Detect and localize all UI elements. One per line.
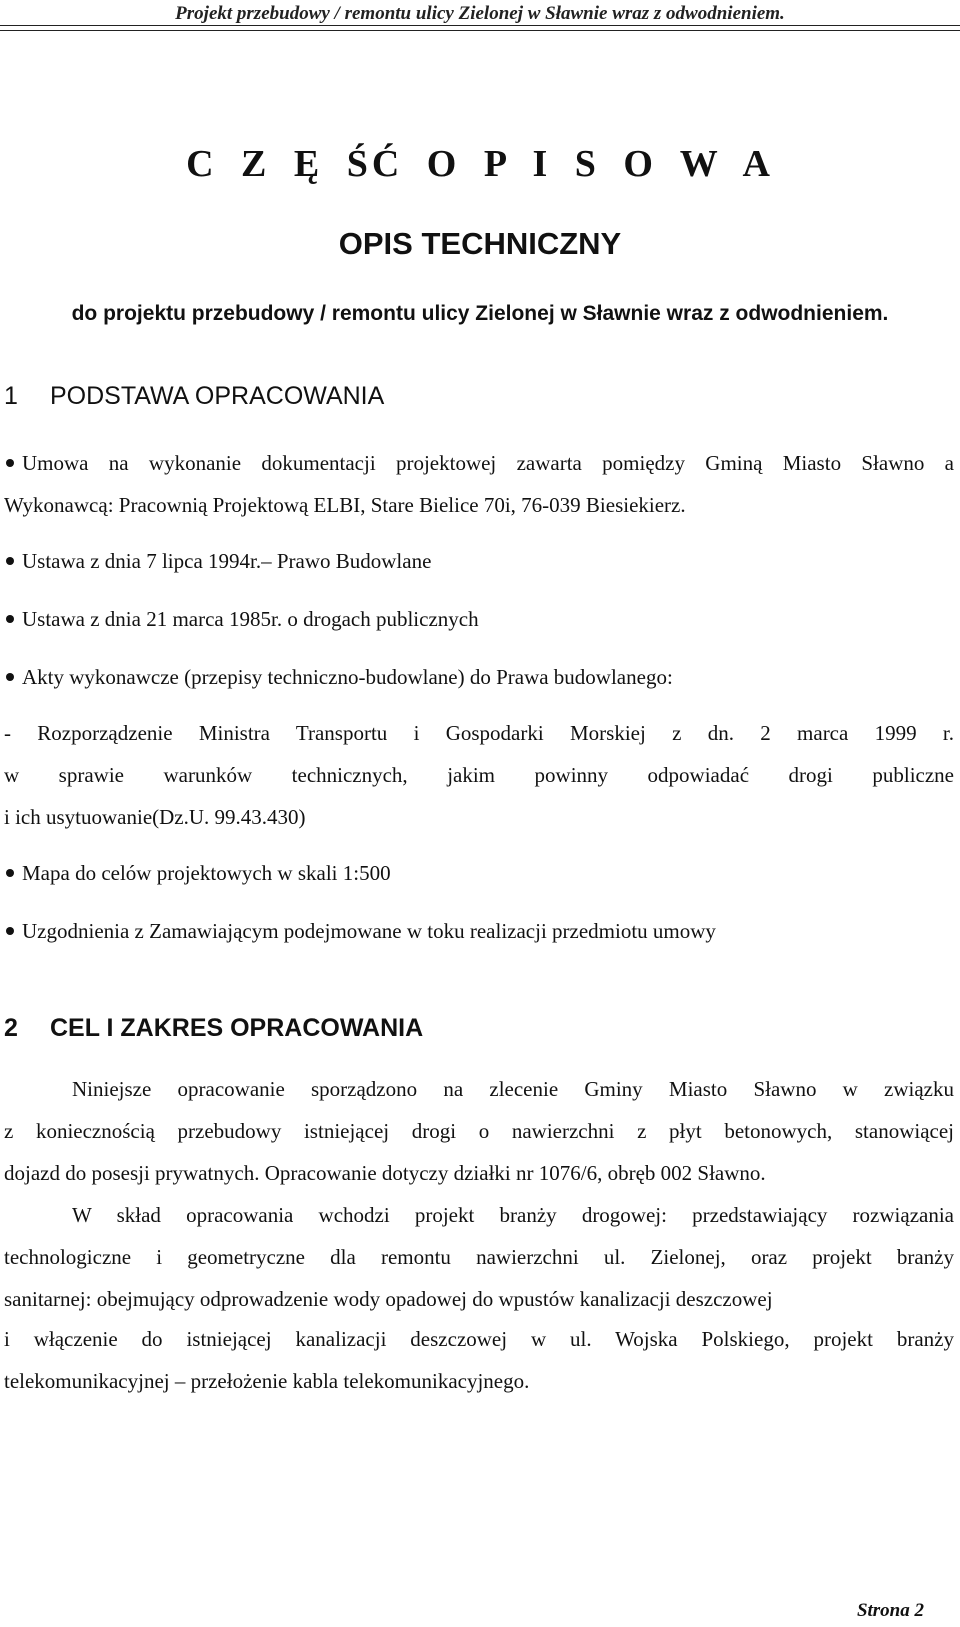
bullet-icon — [6, 459, 14, 467]
section-1-title: PODSTAWA OPRACOWANIA — [50, 382, 385, 410]
section-2-heading — [4, 1014, 423, 1043]
paragraph-1-line1: Niniejsze opracowanie sporządzono na zlecenie Gminy Miasto Sławno w związku — [72, 1077, 954, 1101]
section-2-title: CEL I ZAKRES OPRACOWANIA — [50, 1014, 424, 1042]
paragraph-2-line5: telekomunikacyjnej – przełożenie kabla telekomunikacyjnego. — [4, 1369, 530, 1393]
bullet-icon — [6, 615, 14, 623]
section-1-number: 1 — [4, 382, 18, 410]
bullet-item-building-law: Ustawa z dnia 7 lipca 1994r.– Prawo Budowlane — [4, 548, 954, 575]
bullet-item-agreements: Uzgodnienia z Zamawiającym podejmowane w toku realizacji przedmiotu umowy — [4, 918, 954, 945]
section-1-heading — [4, 382, 384, 411]
bullet-icon — [6, 927, 14, 935]
paragraph-1-line2: z koniecznością przebudowy istniejącej drogi o nawierzchni z płyt betonowych, stanowiącej — [4, 1119, 954, 1143]
regulation-line1: - Rozporządzenie Ministra Transportu i Gospodarki Morskiej z dn. 2 marca 1999 r. — [4, 721, 954, 745]
paragraph-2-line2: technologiczne i geometryczne dla remontu nawierzchni ul. Zielonej, oraz projekt branży — [4, 1245, 954, 1269]
document-scope: do projektu przebudowy / remontu ulicy Zielonej w Sławnie wraz z odwodnieniem. — [71, 302, 889, 325]
running-header — [0, 0, 960, 36]
bullet-icon — [6, 869, 14, 877]
bullet-item-contract-line1: Umowa na wykonanie dokumentacji projektowej zawarta pomiędzy Gminą Miasto Sławno a — [4, 450, 954, 477]
paragraph-2-line3: sanitarnej: obejmujący odprowadzenie wody opadowej do wpustów kanalizacji deszczowej — [4, 1287, 773, 1311]
paragraph-2-line1: W skład opracowania wchodzi projekt branży drogowej: przedstawiający rozwiązania — [72, 1203, 954, 1227]
bullet-icon — [6, 673, 14, 681]
paragraph-1-line3: dojazd do posesji prywatnych. Opracowanie dotyczy działki nr 1076/6, obręb 002 Sławno. — [4, 1161, 766, 1185]
bullet-icon — [6, 557, 14, 565]
document-title: C Z Ę ŚĆ O P I S O W A — [186, 143, 774, 185]
regulation-line2: w sprawie warunków technicznych, jakim powinny odpowiadać drogi publiczne — [4, 763, 954, 787]
document-subtitle: OPIS TECHNICZNY — [338, 226, 622, 261]
header-rule — [0, 25, 960, 31]
paragraph-2-line4: i włączenie do istniejącej kanalizacji deszczowej w ul. Wojska Polskiego, projekt branży — [4, 1327, 954, 1351]
bullet-item-contract-line2: Wykonawcą: Pracownią Projektową ELBI, Stare Bielice 70i, 76-039 Biesiekierz. — [4, 493, 686, 517]
regulation-line3: i ich usytuowanie(Dz.U. 99.43.430) — [4, 805, 306, 829]
section-2-number: 2 — [4, 1014, 18, 1042]
page-number: Strona 2 — [856, 1600, 924, 1621]
bullet-item-executive-acts: Akty wykonawcze (przepisy techniczno-budowlane) do Prawa budowlanego: — [4, 664, 954, 691]
bullet-item-roads-law: Ustawa z dnia 21 marca 1985r. o drogach publicznych — [4, 606, 954, 633]
header-title: Projekt przebudowy / remontu ulicy Zielonej w Sławnie wraz z odwodnieniem. — [175, 3, 785, 24]
bullet-item-map: Mapa do celów projektowych w skali 1:500 — [4, 860, 954, 887]
